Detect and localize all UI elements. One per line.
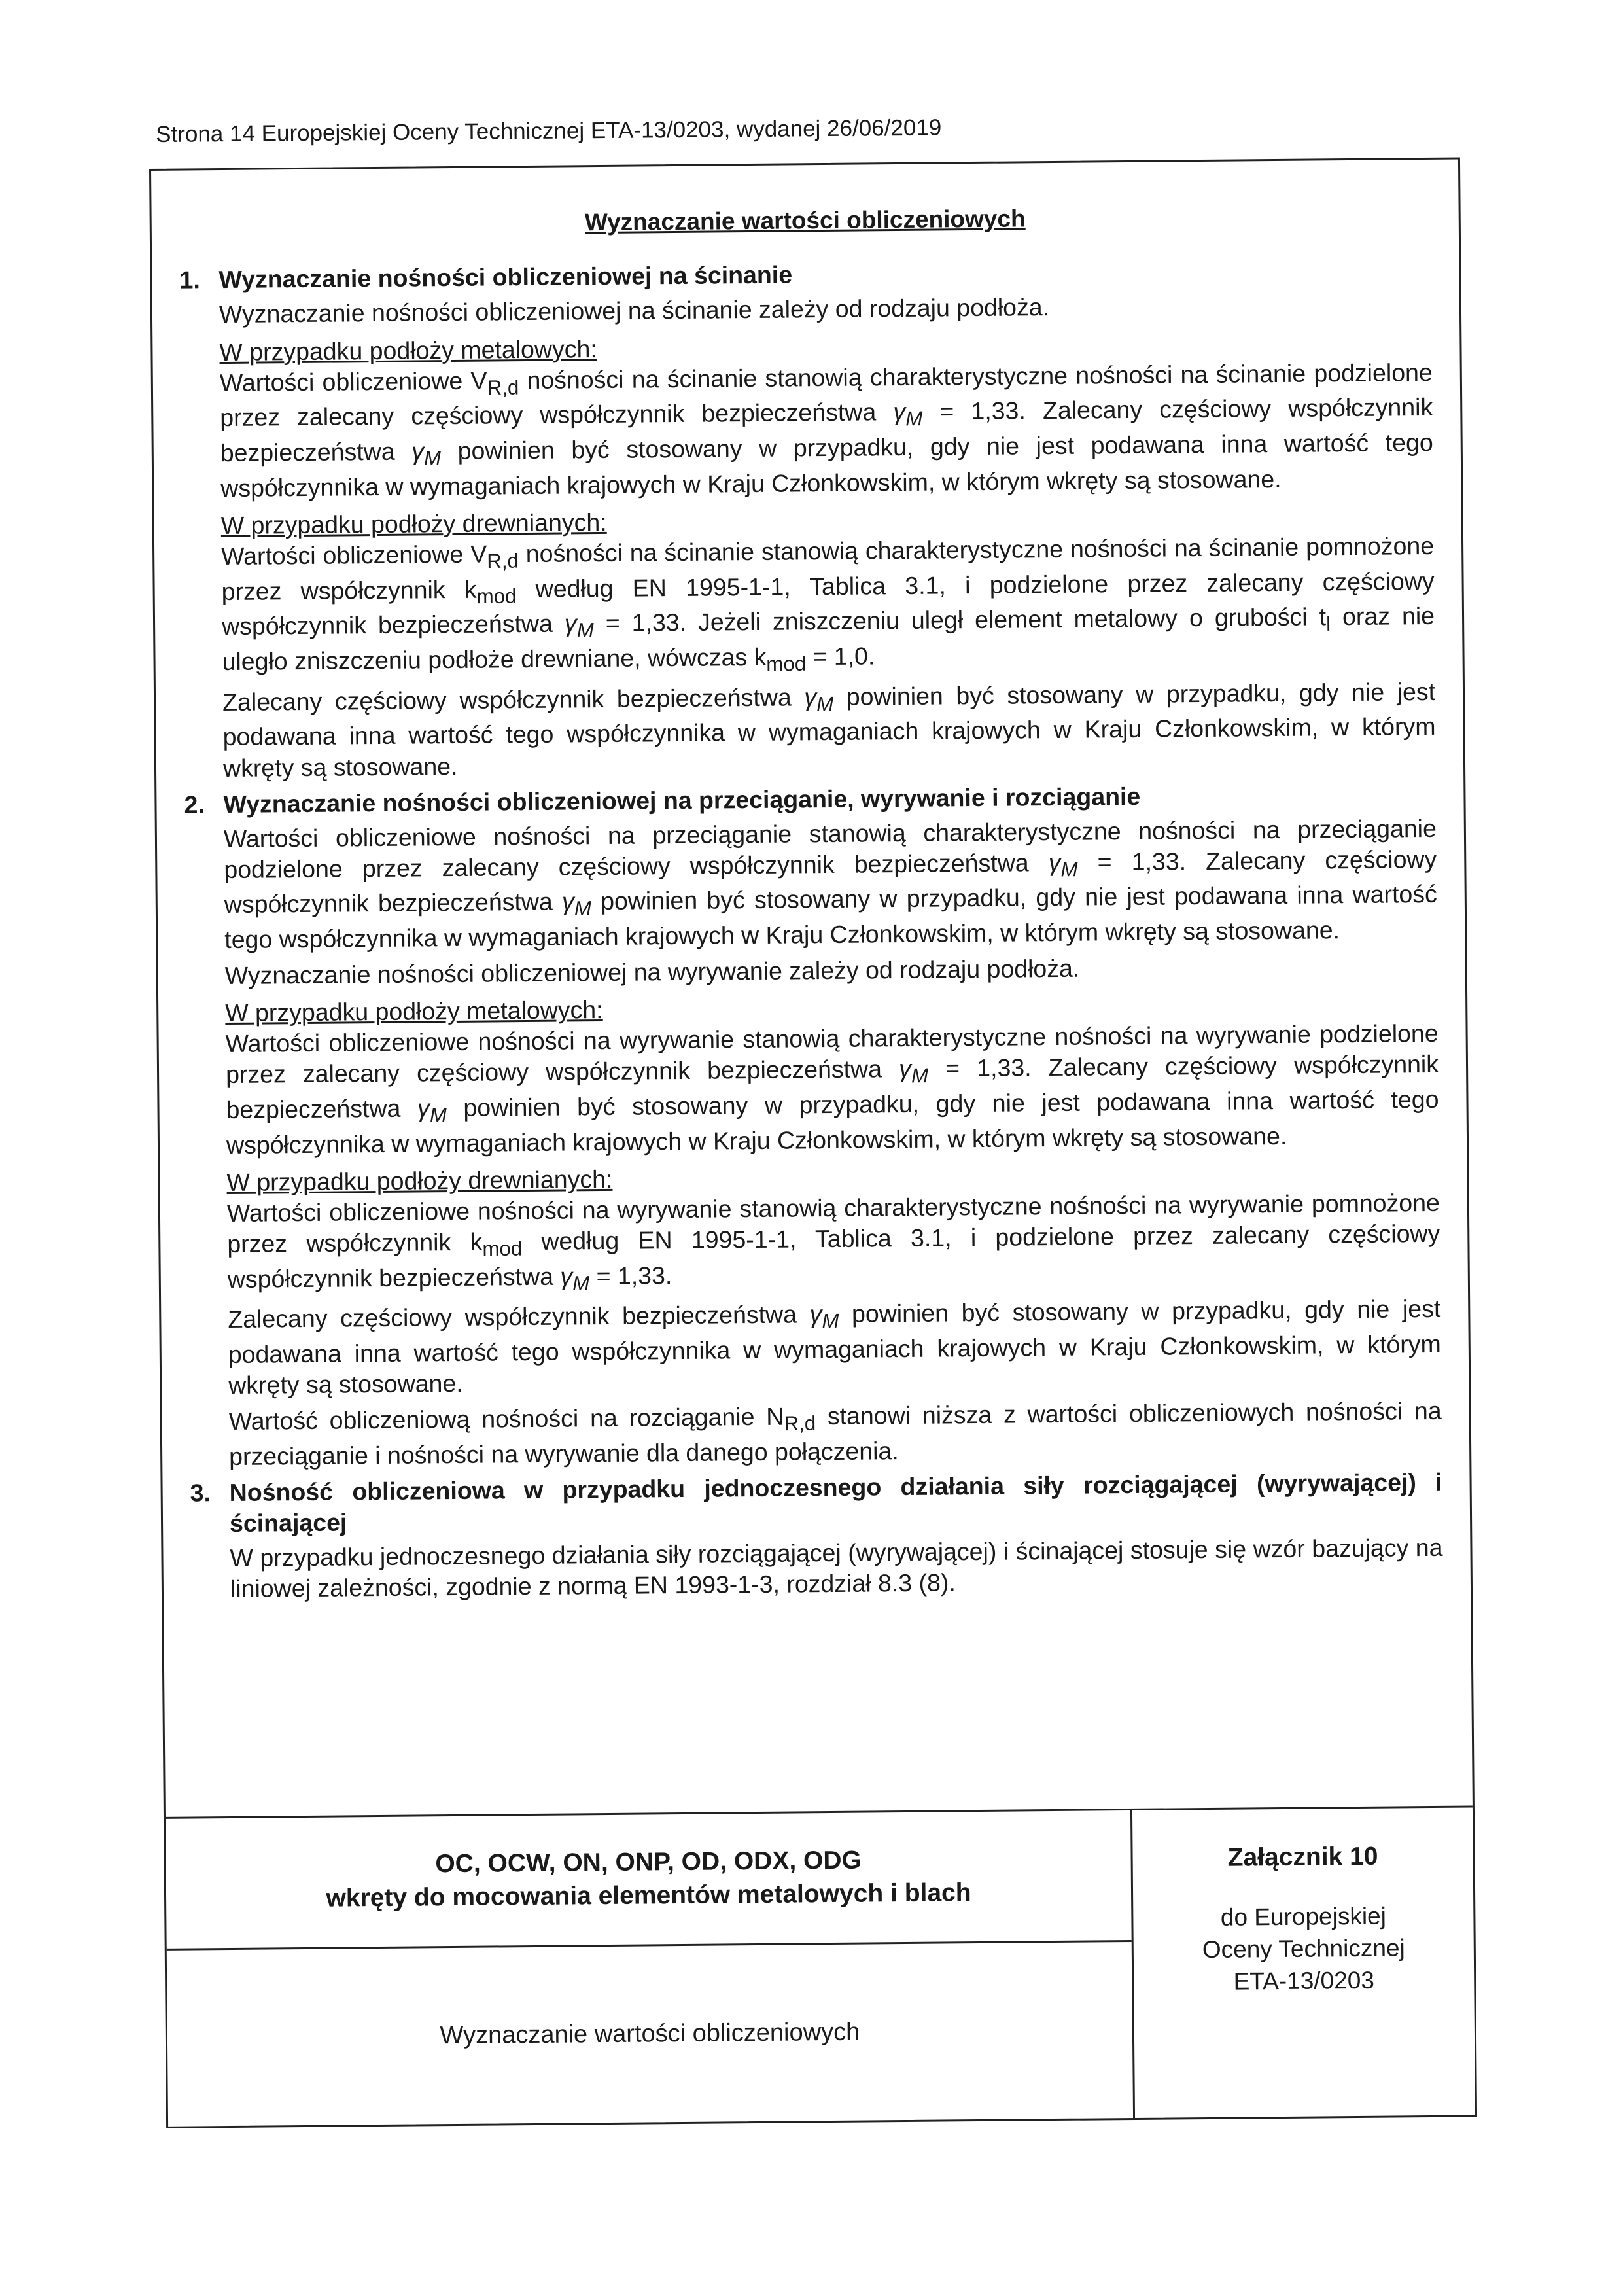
annex-cell	[1132, 1807, 1475, 2118]
paragraph: Wartości obliczeniowe $V_{R,d}$ nośności na ścinanie stanowią charakterystyczne nośności na ścinanie podzielone przez zalecany częściowy współczynnik bezpieczeństwa $\gamma_M = 1,33$. Zalecany częściowy współczynnik bezpieczeństwa $\gamma_M$ powinien być stosowany w przypadku, gdy nie jest podawana inna wartość tego współczynnika w wymaganiach krajowych w Kraju Członkowskim, w którym wkręty są stosowane.	[219, 358, 1433, 502]
section-number: 3.	[190, 1479, 211, 1507]
subject-text: Wyznaczanie wartości obliczeniowych	[440, 2018, 860, 2050]
section-2-body	[224, 813, 1442, 1473]
paragraph: Zalecany częściowy współczynnik bezpieczeństwa $\gamma_M$ powinien być stosowany w przypadku, gdy nie jest podawana inna wartość tego współczynnika w wymaganiach krajowych w Kraju Członkowskim, w którym wkręty są stosowane.	[222, 677, 1436, 782]
section-number: 2.	[184, 790, 205, 819]
annex-line: ETA-13/0203	[1233, 1966, 1375, 1995]
content-area	[151, 160, 1473, 1821]
paragraph: Wartości obliczeniowe nośności na wyrywanie stanowią charakterystyczne nośności na wyrywanie pomnożone przez współczynnik $k_{mod}$ według EN 1995-1-1, Tablica 3.1, i podzielone przez zalecany częściowy współczynnik bezpieczeństwa $\gamma_M = 1,33$.	[226, 1188, 1440, 1295]
paragraph: W przypadku jednoczesnego działania siły rozciągającej (wyrywającej) i ścinającej stosuje się wzór bazujący na liniowej zależności, zgodnie z normą EN 1993-1-3, rozdział 8.3 (8).	[230, 1534, 1443, 1603]
subheading-wood: W przypadku podłoży drewnianych:	[220, 508, 607, 539]
section-2-heading	[184, 778, 1436, 820]
paragraph: Wyznaczanie nośności obliczeniowej na wyrywanie zależy od rodzaju podłoża.	[224, 954, 1080, 990]
product-names: OC, OCW, ON, ONP, OD, ODX, ODG	[435, 1846, 862, 1879]
section-1-heading	[179, 254, 1431, 296]
section-1-body	[219, 289, 1436, 783]
subheading-metal: W przypadku podłoży metalowych:	[225, 996, 603, 1027]
section-3	[190, 1467, 1443, 1605]
section-3-body	[230, 1532, 1443, 1604]
document-frame	[149, 158, 1477, 2128]
section-heading-text: Nośność obliczeniowa w przypadku jednoczesnego działania siły rozciągającej (wyrywającej) i ścinającej	[229, 1468, 1442, 1538]
annex-line: do Europejskiej	[1220, 1903, 1387, 1932]
section-number: 1.	[179, 266, 200, 294]
paragraph: Wartości obliczeniowe $V_{R,d}$ nośności na ścinanie stanowią charakterystyczne nośności na ścinanie pomnożone przez współczynnik $k_{mod}$ według EN 1995-1-1, Tablica 3.1, i podzielone przez zalecany częściowy współczynnik bezpieczeństwa $\gamma_M = 1,33$. Jeżeli zniszczeniu uległ element metalowy o grubości $t_l$ oraz nie uległo zniszczeniu podłoże drewniane, wówczas $k_{mod} = 1,0$.	[220, 531, 1435, 676]
paragraph: Zalecany częściowy współczynnik bezpieczeństwa $\gamma_M$ powinien być stosowany w przypadku, gdy nie jest podawana inna wartość tego współczynnika w wymaganiach krajowych w Kraju Członkowskim, w którym wkręty są stosowane.	[228, 1295, 1441, 1400]
product-description: wkręty do mocowania elementów metalowych i blach	[326, 1879, 971, 1913]
footer-left	[166, 1810, 1135, 2127]
paragraph: Wartości obliczeniowe nośności na przeciąganie stanowią charakterystyczne nośności na przeciąganie podzielone przez zalecany częściowy współczynnik bezpieczeństwa $\gamma_M = 1,33$. Zalecany częściowy współczynnik bezpieczeństwa $\gamma_M$ powinien być stosowany w przypadku, gdy nie jest podawana inna wartość tego współczynnika w wymaganiach krajowych w Kraju Członkowskim, w którym wkręty są stosowane.	[223, 814, 1437, 954]
annex-line: Oceny Technicznej	[1202, 1934, 1405, 1964]
subject-cell	[167, 1942, 1133, 2127]
paragraph: Wartość obliczeniową nośności na rozciąganie $N_{R,d}$ stanowi niższa z wartości obliczeniowych nośności na przeciąganie i nośności na wyrywanie dla danego połączenia.	[228, 1397, 1442, 1471]
paragraph: Wyznaczanie nośności obliczeniowej na ścinanie zależy od rodzaju podłoża.	[218, 293, 1050, 328]
product-cell	[166, 1810, 1132, 1951]
section-2	[184, 778, 1442, 1472]
annex-title: Załącznik 10	[1227, 1842, 1378, 1872]
subheading-wood: W przypadku podłoży drewnianych:	[226, 1165, 613, 1196]
section-heading-text: Wyznaczanie nośności obliczeniowej na ścinanie	[218, 260, 793, 294]
document-title: Wyznaczanie wartości obliczeniowych	[584, 205, 1026, 236]
paragraph: Wartości obliczeniowe nośności na wyrywanie stanowią charakterystyczne nośności na wyrywanie podzielone przez zalecany częściowy współczynnik bezpieczeństwa $\gamma_M = 1,33$. Zalecany częściowy współczynnik bezpieczeństwa $\gamma_M$ powinien być stosowany w przypadku, gdy nie jest podawana inna wartość tego współczynnika w wymaganiach krajowych w Kraju Członkowskim, w którym wkręty są stosowane.	[225, 1019, 1439, 1159]
section-heading-text: Wyznaczanie nośności obliczeniowej na przeciąganie, wyrywanie i rozciąganie	[223, 782, 1141, 818]
footer-table	[166, 1805, 1475, 2126]
section-3-heading	[190, 1467, 1442, 1540]
subheading-metal: W przypadku podłoży metalowych:	[219, 334, 597, 366]
section-1	[179, 254, 1436, 784]
page-header: Strona 14 Europejskiej Oceny Technicznej ETA-13/0203, wydanej 26/06/2019	[156, 115, 942, 147]
